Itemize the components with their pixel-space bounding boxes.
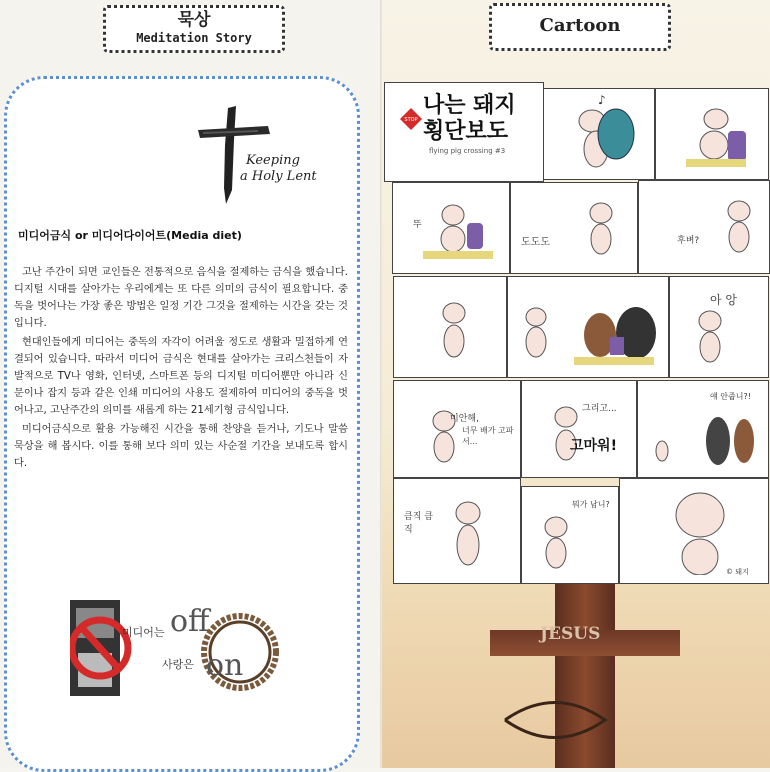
panel-10-line-a: 미안해, (450, 414, 479, 424)
paragraph-2: 현대인들에게 미디어는 중독의 자각이 어려울 정도로 생활과 밀접하게 연결되어 있습니다. 따라서 미디어 금식은 현대를 살아가는 크리스천들이 자발적으로 TV나 영화, 인터넷, 스마트폰 등의 디지털 미디어뿐만 아니라 신문이나 잡지 등과 같은 인쇄 미디어의 사용도 절제하여 미디어의 중독을 벗어나고, 고난주간의 의미를 새롭게 하는 21세기형 금식입니다. (14, 337, 348, 416)
media-diet-heading: 미디어금식 or 미디어다이어트(Media diet) (18, 229, 242, 242)
stop-sign-icon (399, 107, 423, 131)
comic-panel-10 (393, 380, 521, 478)
pig-munching-icon (448, 495, 488, 575)
pig-with-backpack-icon (564, 99, 644, 174)
panel-13-sound: 큼직 큼직 (404, 512, 433, 535)
paragraph-3: 미디어금식으로 활용 가능해진 시간을 통해 찬양을 듣거나, 기도나 말씀 묵상을 해 봅시다. 이를 통해 보다 의미 있는 사순절 기간을 보내도록 합시다. (14, 424, 348, 469)
background-jesus-text: JESUS (540, 624, 601, 644)
panel-11-line-a: 그리고... (582, 404, 617, 414)
cartoon-title: Cartoon (539, 15, 621, 36)
pig-wondering-icon (536, 513, 576, 578)
comic-panel-9 (669, 276, 769, 378)
meditation-title-english: Meditation Story (136, 31, 252, 45)
comic-panel-12 (637, 380, 769, 478)
comic-panel-14 (521, 486, 619, 584)
meditation-title-korean: 묵상 (177, 10, 211, 30)
logo-off-text: off (170, 604, 210, 639)
lent-line-2: a Holy Lent (240, 169, 317, 184)
logo-media-text: 미디어는 (122, 626, 165, 639)
comic-panel-3 (655, 88, 769, 180)
comic-panel-7 (393, 276, 507, 378)
comic-panel-8 (507, 276, 669, 378)
pig-crying-icon (690, 307, 730, 372)
svg-text:STOP: STOP (404, 117, 418, 123)
pig-closeup-icon (660, 485, 740, 575)
comic-title-line2: 횡단보도 (423, 119, 509, 144)
pig-walking-icon (581, 197, 621, 267)
lent-line-1: Keeping (246, 153, 300, 168)
comic-panel-11 (521, 380, 637, 478)
comic-panel-6 (638, 180, 770, 274)
panel-9-sound: 아 앙 (710, 293, 737, 307)
panel-15-signature: © 돼지 (726, 568, 749, 576)
keeping-holy-lent-text (240, 153, 350, 185)
bear-and-deer-icon (648, 401, 763, 473)
comic-panel-4 (392, 182, 510, 274)
thorn-crown-icon (500, 690, 610, 750)
pig-eating-icon (423, 193, 503, 268)
panel-2-note: ♪ (598, 93, 606, 107)
panel-11-line-b: 고마워! (570, 438, 617, 454)
pig-looking-icon (719, 195, 759, 265)
deer-and-bear-eating-icon (514, 287, 664, 372)
panel-6-sound: 후벼? (677, 236, 700, 246)
left-page (0, 0, 382, 768)
cartoon-title-box (489, 3, 671, 51)
media-off-love-on-logo (70, 598, 290, 698)
comic-panel-5 (510, 182, 638, 274)
panel-12-text: 얘 안줍니?! (710, 392, 751, 401)
comic-title-panel (384, 82, 544, 182)
comic-subtitle: flying pig crossing #3 (429, 147, 506, 155)
panel-5-sound: 도도도 (521, 237, 550, 248)
panel-4-sound: 뚜 (413, 220, 422, 230)
comic-panel-2 (543, 88, 655, 180)
logo-love-text: 사랑은 (162, 658, 194, 671)
pig-sitting-with-bag-icon (676, 101, 756, 171)
meditation-title-box (103, 5, 285, 53)
comic-panel-13 (393, 478, 521, 584)
comic-title-line1: 나는 돼지 (423, 93, 516, 118)
panel-14-text: 뭐가 남니? (572, 500, 610, 509)
panel-10-line-b: 너무 배가 고파서... (462, 426, 514, 446)
pig-standing-icon (434, 297, 474, 369)
paragraph-1: 고난 주간이 되면 교인들은 전통적으로 음식을 절제하는 금식을 했습니다. 디지털 시대를 살아가는 우리에게는 또 다른 의미의 금식이 필요합니다. 중독을 벗어나는 가장 좋은 방법은 일정 기간 그것을 절제하는 시간을 갖는 것입니다. (14, 267, 348, 329)
meditation-body (14, 264, 348, 474)
logo-on-text: on (206, 648, 244, 683)
comic-panel-15 (619, 478, 769, 584)
